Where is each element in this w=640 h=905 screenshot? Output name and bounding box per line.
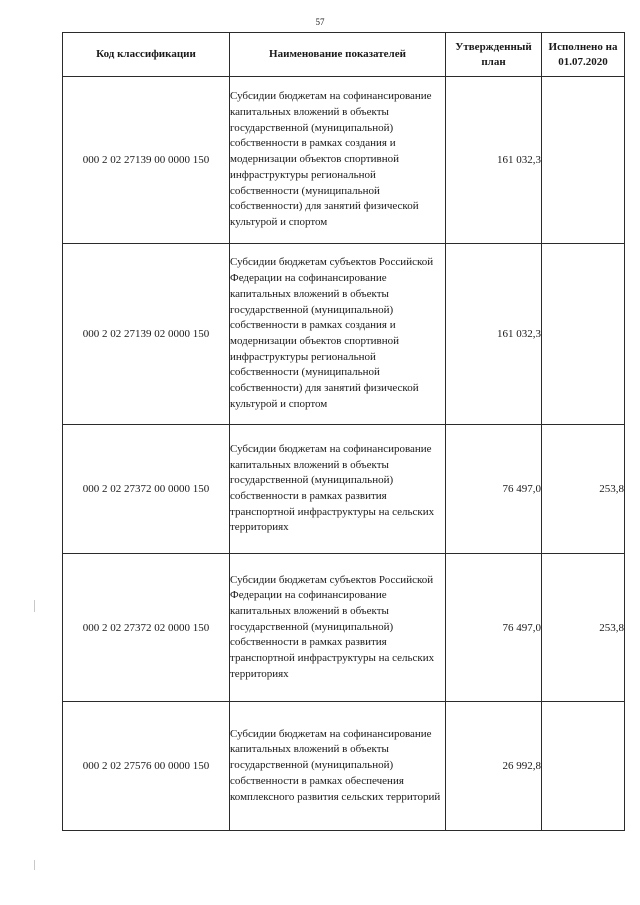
table-row [63, 702, 625, 831]
header-code: Код классификации [63, 33, 230, 77]
classification-code: 000 2 02 27576 00 0000 150 [63, 702, 230, 831]
table-row [63, 244, 625, 425]
table-row [63, 425, 625, 554]
table-row [63, 554, 625, 702]
scan-margin-mark [34, 600, 35, 612]
table-row [63, 77, 625, 244]
header-executed: Исполнено на 01.07.2020 [542, 33, 625, 77]
classification-code: 000 2 02 27372 02 0000 150 [63, 554, 230, 702]
executed-amount [542, 77, 625, 244]
indicator-name: Субсидии бюджетам на софинансирование капитальных вложений в объекты государственной (муниципальной) собственности в рамках обеспечения комплексного развития сельских территорий [230, 702, 446, 831]
executed-amount [542, 702, 625, 831]
approved-plan: 76 497,0 [446, 425, 542, 554]
classification-code: 000 2 02 27372 00 0000 150 [63, 425, 230, 554]
page-number: 57 [315, 17, 325, 27]
indicator-name: Субсидии бюджетам субъектов Российской Федерации на софинансирование капитальных вложений в объекты государственной (муниципальной) собственности в рамках развития транспортной инфраструктуры на сельских территориях [230, 554, 446, 702]
approved-plan: 161 032,3 [446, 244, 542, 425]
executed-amount: 253,8 [542, 554, 625, 702]
approved-plan: 161 032,3 [446, 77, 542, 244]
classification-code: 000 2 02 27139 00 0000 150 [63, 77, 230, 244]
classification-code: 000 2 02 27139 02 0000 150 [63, 244, 230, 425]
approved-plan: 76 497,0 [446, 554, 542, 702]
indicator-name: Субсидии бюджетам на софинансирование капитальных вложений в объекты государственной (муниципальной) собственности в рамках создания и модернизации объектов спортивной инфраструктуры региональной собственности (муниципальной собственности) для занятий физической культурой и спортом [230, 77, 446, 244]
executed-amount: 253,8 [542, 425, 625, 554]
budget-table [62, 32, 625, 831]
approved-plan: 26 992,8 [446, 702, 542, 831]
header-name: Наименование показателей [230, 33, 446, 77]
header-plan: Утвержденный план [446, 33, 542, 77]
executed-amount [542, 244, 625, 425]
indicator-name: Субсидии бюджетам на софинансирование капитальных вложений в объекты государственной (муниципальной) собственности в рамках развития транспортной инфраструктуры на сельских территориях [230, 425, 446, 554]
scan-margin-mark [34, 860, 35, 870]
indicator-name: Субсидии бюджетам субъектов Российской Федерации на софинансирование капитальных вложений в объекты государственной (муниципальной) собственности в рамках создания и модернизации объектов спортивной инфраструктуры региональной собственности (муниципальной собственности) для занятий физической культурой и спортом [230, 244, 446, 425]
table-header-row [63, 33, 625, 77]
